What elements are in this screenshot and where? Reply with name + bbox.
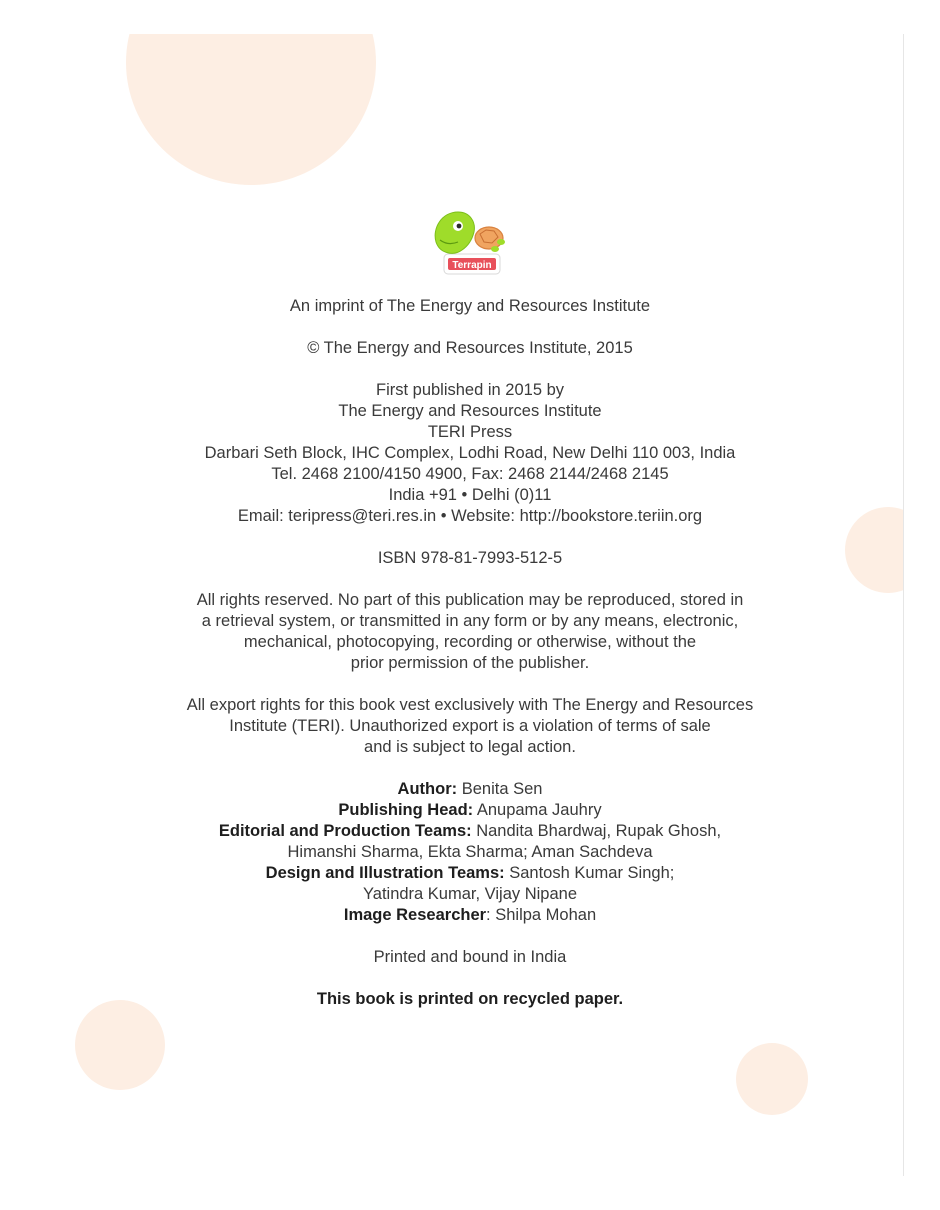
publishing-head-label: Publishing Head: [338,801,474,819]
export-block [120,695,820,758]
copyright-block [120,338,820,359]
editorial-names: Nandita Bhardwaj, Rupak Ghosh, [476,822,722,840]
rights-line: All rights reserved. No part of this publication may be reproduced, stored in [196,591,744,609]
page-edge-line [903,34,904,1176]
publishing-head-credit [120,800,820,821]
publication-line: Email: teripress@teri.res.in • Website: http://bookstore.teriin.org [237,507,703,525]
export-line: Institute (TERI). Unauthorized export is a violation of terms of sale [229,717,711,735]
logo-text: Terrapin [452,260,492,271]
rights-line: mechanical, photocopying, recording or otherwise, without the [243,633,697,651]
copyright-page-content [120,296,820,1031]
imprint-line [120,296,820,317]
author-label: Author: [397,780,458,798]
imprint-text: An imprint of The Energy and Resources Institute [289,297,651,315]
design-label: Design and Illustration Teams: [265,864,505,882]
printed-block [120,947,820,968]
decorative-circle-bottom-right [736,1043,808,1115]
turtle-icon [428,206,510,276]
publication-line: India +91 • Delhi (0)11 [388,486,552,504]
publication-block [120,380,820,527]
publishing-head-name: Anupama Jauhry [476,801,602,819]
design-names-continued: Yatindra Kumar, Vijay Nipane [362,885,577,903]
image-researcher-label: Image Researcher [343,906,487,924]
author-credit [120,779,820,800]
image-researcher-name: : Shilpa Mohan [486,906,597,924]
export-line: and is subject to legal action. [364,738,576,756]
page-top-margin [0,0,940,34]
rights-line: prior permission of the publisher. [350,654,590,672]
terrapin-logo [428,206,510,276]
design-names: Santosh Kumar Singh; [509,864,675,882]
export-line: All export rights for this book vest exclusively with The Energy and Resources [186,696,754,714]
author-name: Benita Sen [461,780,543,798]
recycled-block [120,989,820,1010]
printed-text: Printed and bound in India [373,948,567,966]
rights-block [120,590,820,674]
design-credit [120,863,820,884]
publication-line: Tel. 2468 2100/4150 4900, Fax: 2468 2144/2468 2145 [271,465,669,483]
recycled-paper-note: This book is printed on recycled paper. [316,990,624,1008]
publication-line: Darbari Seth Block, IHC Complex, Lodhi Road, New Delhi 110 003, India [204,444,736,462]
copyright-text: © The Energy and Resources Institute, 2015 [307,339,633,357]
page-right-margin [904,0,940,1210]
image-researcher-credit [120,905,820,926]
isbn-block [120,548,820,569]
editorial-label: Editorial and Production Teams: [218,822,472,840]
rights-line: a retrieval system, or transmitted in any form or by any means, electronic, [201,612,739,630]
editorial-credit [120,821,820,842]
isbn-text: ISBN 978-81-7993-512-5 [377,549,563,567]
publication-line: First published in 2015 by [375,381,565,399]
publication-line: TERI Press [427,423,513,441]
credits-block [120,779,820,926]
publication-line: The Energy and Resources Institute [338,402,602,420]
editorial-names-continued: Himanshi Sharma, Ekta Sharma; Aman Sachdeva [287,843,653,861]
